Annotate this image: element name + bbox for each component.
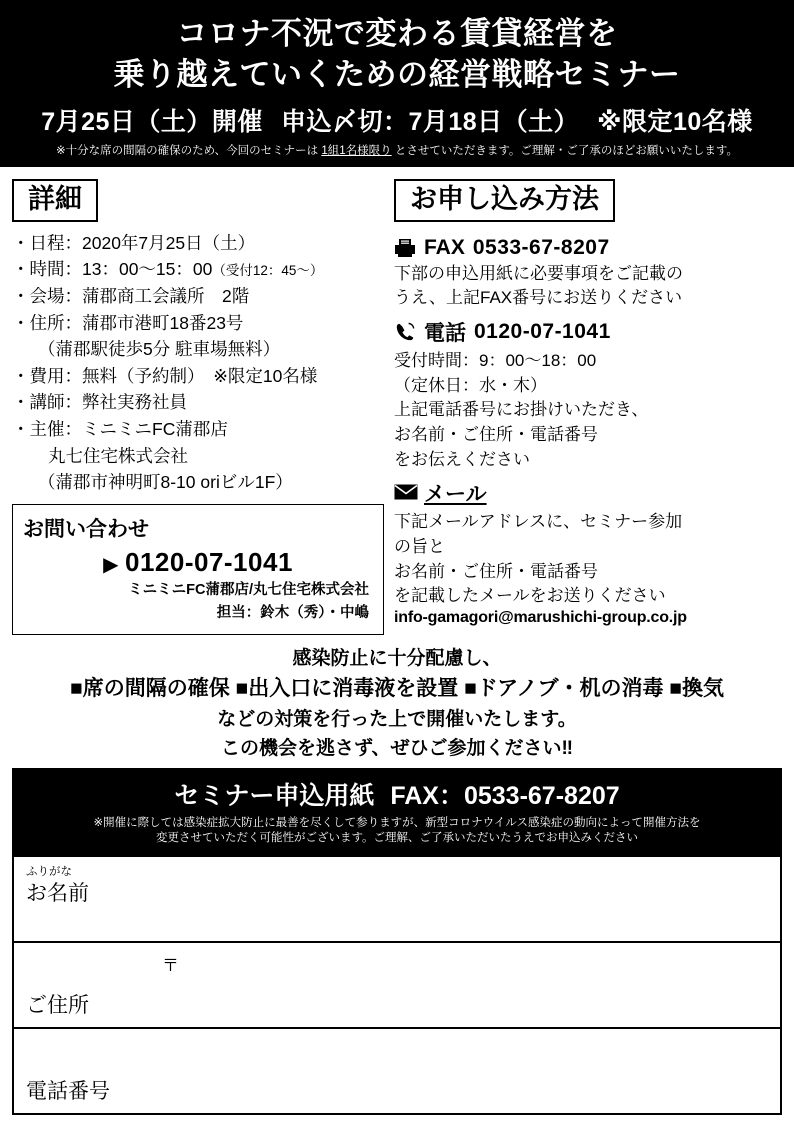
address-label: ご住所 <box>26 993 89 1017</box>
fax-icon <box>394 238 416 258</box>
tel-instruction-2: お名前・ご住所・電話番号 <box>394 425 598 444</box>
postal-mark: 〒 <box>162 955 179 975</box>
form-note <box>18 816 776 847</box>
detail-lecturer: ・講師：弊社実務社員 <box>12 392 187 413</box>
detail-venue: ・会場：蒲郡商工会議所 2階 <box>12 285 250 306</box>
mail-instruction-1: 下記メールアドレスに、セミナー参加 <box>394 512 683 532</box>
header-deadline: 申込〆切：7月18日（土） <box>280 107 580 136</box>
detail-date: ・日程：2020年7月25日（土） <box>12 232 256 253</box>
detail-fee: ・費用：無料（予約制） ※限定10名様 <box>12 365 318 386</box>
fax-label: FAX <box>424 235 465 259</box>
tel-line <box>394 317 774 347</box>
form-fax: FAX：0533-67-8207 <box>390 781 620 810</box>
covid-statement <box>0 635 794 766</box>
tel-instruction-3: をお伝えください <box>394 449 530 469</box>
header-title-line1: コロナ不況で変わる賃貸経営を <box>176 16 618 51</box>
header-dateline <box>10 102 784 138</box>
detail-organizer-address: （蒲郡市神明町8-10 oriビル1F） <box>38 472 293 493</box>
form-row-name[interactable] <box>14 855 780 941</box>
name-label: お名前 <box>26 881 89 905</box>
details-column <box>12 173 384 635</box>
apply-title: お申し込み方法 <box>394 179 615 222</box>
detail-time: ・時間：13：00〜15：00 <box>12 259 213 280</box>
header-note-post: とさせていただきます。ご理解・ご了承のほどお願いいたします。 <box>391 144 739 157</box>
triangle-right-icon: ▶ <box>103 553 119 576</box>
detail-time-row <box>12 256 384 283</box>
inquiry-box <box>12 504 384 635</box>
apply-column <box>394 173 774 635</box>
mail-label: メール <box>424 483 487 507</box>
mail-address[interactable]: info-gamagori@marushichi-group.co.jp <box>394 608 687 626</box>
header-date: 7月25日（土）開催 <box>41 107 263 136</box>
form-row-phone[interactable] <box>14 1027 780 1113</box>
mail-instruction-4: を記載したメールをお送りください <box>394 586 666 606</box>
statement-line-1: 感染防止に十分配慮し、 <box>292 647 502 669</box>
detail-time-note: （受付12：45〜） <box>212 263 324 279</box>
fax-instruction-1: 下部の申込用紙に必要事項をご記載の <box>394 263 683 283</box>
fax-number: 0533-67-8207 <box>472 235 610 259</box>
header-title-line2: 乗り越えていくための経営戦略セミナー <box>113 56 681 92</box>
details-list <box>12 230 384 496</box>
detail-address-note: （蒲郡駅徒歩5分 駐車場無料） <box>38 339 281 360</box>
content-columns <box>0 167 794 635</box>
details-title: 詳細 <box>12 179 98 222</box>
form-note-line-1: ※開催に際しては感染症拡大防止に最善を尽くして参りますが、新型コロナウイルス感染症の動向によって開催方法を <box>93 816 701 829</box>
form-header-title <box>18 776 776 812</box>
tel-number: 0120-07-1041 <box>474 320 611 344</box>
tel-closed-days: （定休日：水・木） <box>394 375 547 395</box>
statement-line-3: などの対策を行った上で開催いたします。 <box>217 708 577 730</box>
header <box>0 0 794 167</box>
fax-instruction-2: うえ、上記FAX番号にお送りください <box>394 288 683 308</box>
detail-address: ・住所：蒲郡市港町18番23号 <box>12 312 244 333</box>
form-title: セミナー申込用紙 <box>174 781 375 810</box>
fax-line <box>394 236 774 260</box>
form-note-line-2: 変更させていただく可能性がございます。ご理解、ご了承いただいたうえでお申込みください <box>155 832 639 845</box>
detail-organizer-company: 丸七住宅株式会社 <box>48 445 188 466</box>
envelope-icon <box>394 483 416 503</box>
header-note <box>10 144 784 159</box>
form-header <box>14 770 780 855</box>
inquiry-contact-person: 担当：鈴木（秀）・中嶋 <box>216 604 369 621</box>
inquiry-company: ミニミニFC蒲郡店/丸七住宅株式会社 <box>128 581 369 598</box>
phone-label: 電話番号 <box>26 1079 110 1103</box>
statement-line-2: ■席の間隔の確保 ■出入口に消毒液を設置 ■ドアノブ・机の消毒 ■換気 <box>70 676 724 700</box>
header-limit: ※限定10名様 <box>597 107 753 136</box>
inquiry-phone[interactable] <box>23 547 373 578</box>
tel-hours: 受付時間：9：00〜18：00 <box>394 351 597 371</box>
mail-instruction-3: お名前・ご住所・電話番号 <box>394 561 598 581</box>
header-note-pre: ※十分な席の間隔の確保のため、今回のセミナーは <box>55 144 322 157</box>
detail-organizer: ・主催：ミニミニFC蒲郡店 <box>12 418 228 439</box>
statement-line-4: この機会を逃さず、ぜひご参加ください‼ <box>221 737 573 759</box>
name-furigana-label: ふりがな <box>26 865 72 878</box>
mail-instruction-2: の旨と <box>394 536 445 556</box>
form-row-address[interactable] <box>14 941 780 1027</box>
inquiry-phone-number: 0120-07-1041 <box>124 546 293 577</box>
header-note-underline: 1組1名様限り <box>321 144 392 157</box>
tel-label: 電話 <box>424 322 466 346</box>
tel-instruction-1: 上記電話番号にお掛けいただき、 <box>394 400 649 420</box>
application-form <box>12 768 782 1115</box>
mail-line <box>394 478 774 508</box>
inquiry-title: お問い合わせ <box>23 517 149 541</box>
phone-icon <box>394 322 416 342</box>
